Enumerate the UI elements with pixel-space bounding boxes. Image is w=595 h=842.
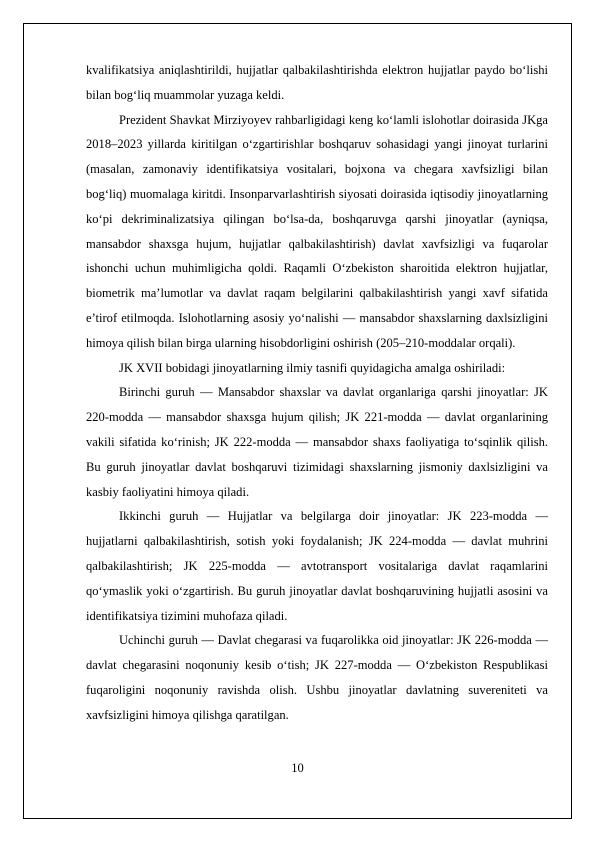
paragraph-reforms: Prezident Shavkat Mirziyoyev rahbarligidagi keng ko‘lamli islohotlar doirasida JKga 2018–2023 yillarda kiritilgan o‘zgartirishlar boshqaruv sohasidagi yangi jinoyat turlarini (masalan, zamonaviy identifikatsiya vositalari, bojxona va chegara xavfsizligi bilan bog‘liq) muomalaga kiritdi. Insonparvarlashtirish siyosati doirasida iqtisodiy jinoyatlarning ko‘pi dekriminalizatsiya qilingan bo‘lsa-da, boshqaruvga qarshi jinoyatlar (ayniqsa, mansabdor shaxsga hujum, hujjatlar qalbakilashtirish) davlat xavfsizligi va fuqarolar ishonchi uchun muhimligicha qoldi. Raqamli O‘zbekiston sharoitida elektron hujjatlar, biometrik ma’lumotlar va davlat raqam belgilarini qalbakilashtirish yangi xavf sifatida e’tirof etilmoqda. Islohotlarning asosiy yo‘nalishi — mansabdor shaxslarning daxlsizligini himoya qilish bilan birga ularning hisobdorligini oshirish (205–210-moddalar orqali). bbox=[86, 112, 548, 350]
paragraph-group-one: Birinchi guruh — Mansabdor shaxslar va davlat organlariga qarshi jinoyatlar: JK 220-modda — mansabdor shaxsga hujum qilish; JK 221-modda — davlat organlarining vakili sifatida ko‘rinish; JK 222-modda — mansabdor shaxs faoliyatiga to‘sqinlik qilish. Bu guruh jinoyatlar davlat boshqaruvi tizimidagi shaxslarning jismoniy daxlsizligini va kasbiy faoliyatini himoya qiladi. bbox=[86, 385, 548, 499]
paragraph-classification-intro: JK XVII bobidagi jinoyatlarning ilmiy tasnifi quyidagicha amalga oshiriladi: bbox=[119, 360, 506, 375]
paragraph-group-two: Ikkinchi guruh — Hujjatlar va belgilarga doir jinoyatlar: JK 223-modda — hujjatlarni qalbakilashtirish, sotish yoki foydalanish; JK 224-modda — davlat muhrini qalbakilashtirish; JK 225-modda — avtotransport vositalariga davlat raqamlarini qo‘ymaslik yoki o‘zgartirish. Bu guruh jinoyatlar davlat boshqaruvining hujjatli asosini va identifikatsiya tizimini muhofaza qiladi. bbox=[86, 509, 548, 623]
paragraph-group-three: Uchinchi guruh — Davlat chegarasi va fuqarolikka oid jinoyatlar: JK 226-modda — davlat chegarasini noqonuniy kesib o‘tish; JK 227-modda — O‘zbekiston Respublikasi fuqaroligini noqonuniy ravishda olish. Ushbu jinoyatlar davlatning suvereniteti va xavfsizligini himoya qilishga qaratilgan. bbox=[86, 633, 548, 722]
page-number: 10 bbox=[291, 761, 304, 775]
document-body bbox=[86, 58, 548, 728]
paragraph-continuation: kvalifikatsiya aniqlashtirildi, hujjatlar qalbakilashtirishda elektron hujjatlar paydo bo‘lishi bilan bog‘liq muammolar yuzaga keldi. bbox=[86, 63, 548, 102]
